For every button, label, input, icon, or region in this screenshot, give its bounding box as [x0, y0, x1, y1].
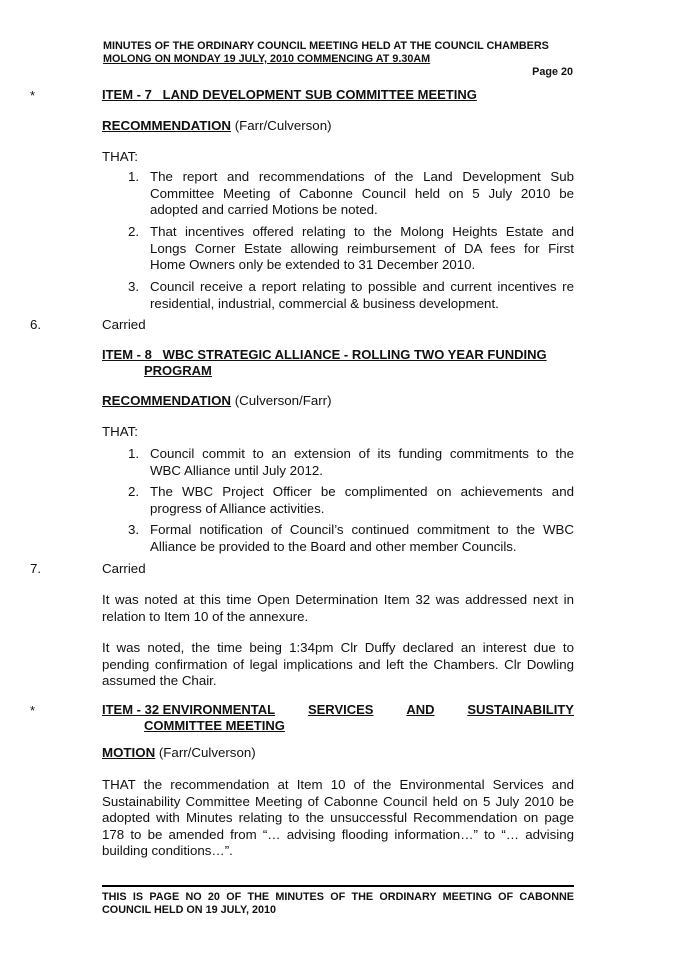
item7-heading: [102, 87, 574, 103]
item8-heading-line-1: ITEM - 8 WBC STRATEGIC ALLIANCE - ROLLING TWO YEAR FUNDING: [102, 347, 547, 362]
text-line: relation to Item 10 of the annexure.: [102, 608, 309, 624]
text-line: It was noted, the time being 1:34pm Clr Duffy declared an interest due to: [102, 640, 574, 655]
item7-recommendation: [102, 118, 332, 133]
item32-heading: [102, 702, 574, 734]
item7-rec-movers: (Farr/Culverson): [231, 118, 332, 133]
item32-heading-line-2: COMMITTEE MEETING: [144, 718, 285, 733]
item7-resolution-number: 6.: [30, 317, 42, 332]
text-line: 178 to be amended from “… advising flooding information…” to “… advising: [102, 826, 574, 842]
item8-recommendation: [102, 393, 332, 408]
page-number: Page 20: [532, 66, 573, 78]
note-paragraph-1: [102, 592, 574, 625]
text-line: Sustainability Committee Meeting of Cabonne Council held on 5 July 2010 be: [102, 793, 574, 809]
text-line: adopted and carried Motions be noted.: [150, 202, 378, 217]
list-item-number: 1.: [128, 446, 140, 461]
item8-rec-label: RECOMMENDATION: [102, 393, 232, 408]
item32-heading-line-2-wrap: [102, 718, 574, 734]
item8-resolution-number: 7.: [30, 561, 42, 576]
text-line: That incentives offered relating to the Molong Heights Estate and: [150, 224, 574, 239]
header-line-2: MOLONG ON MONDAY 19 JULY, 2010 COMMENCING AT 9.30AM: [103, 53, 431, 65]
text-line: Longs Corner Estate allowing reimbursement of DA fees for First: [150, 240, 574, 256]
text-line: Committee Meeting of Cabonne Council held on 5 July 2010 be: [150, 185, 574, 201]
footer-line-2: COUNCIL HELD ON 19 JULY, 2010: [102, 904, 277, 916]
footer-line-1: THIS IS PAGE NO 20 OF THE MINUTES OF THE ORDINARY MEETING OF CABONNE: [102, 891, 574, 903]
list-item-text: [150, 279, 574, 312]
list-item-text: [150, 446, 574, 479]
item8-heading-line-2-wrap: [102, 363, 574, 379]
text-line: It was noted at this time Open Determination Item 32 was addressed next in: [102, 592, 574, 607]
heading-word: SERVICES: [307, 702, 374, 717]
item7-marker: *: [30, 88, 36, 103]
text-line: building conditions…”.: [102, 843, 233, 858]
list-item-number: 3.: [128, 279, 140, 294]
item32-heading-line-1: [102, 702, 574, 718]
item7-heading-text: ITEM - 7 LAND DEVELOPMENT SUB COMMITTEE MEETING: [102, 87, 477, 102]
text-line: WBC Alliance until July 2012.: [150, 462, 323, 478]
footer-divider: [102, 885, 574, 887]
text-line: Home Owners only be extended to 31 December 2010.: [150, 257, 476, 272]
item32-motion-movers: (Farr/Culverson): [155, 745, 256, 760]
item8-rec-movers: (Culverson/Farr): [231, 393, 332, 408]
text-line: assumed the Chair.: [102, 673, 217, 688]
text-line: THAT the recommendation at Item 10 of the Environmental Services and: [102, 777, 574, 792]
page-header: [103, 40, 573, 66]
text-line: The report and recommendations of the Land Development Sub: [150, 169, 574, 184]
item32-marker: *: [30, 703, 36, 718]
item8-heading: [102, 347, 574, 379]
page-footer: [102, 891, 574, 917]
list-item-text: [150, 224, 574, 274]
text-line: adopted with Minutes relating to the unsuccessful Recommendation on page: [102, 810, 574, 825]
text-line: Council receive a report relating to possible and current incentives re: [150, 279, 574, 294]
list-item-number: 3.: [128, 522, 140, 537]
item32-motion-text: [102, 777, 574, 860]
item7-rec-label: RECOMMENDATION: [102, 118, 232, 133]
heading-word: SUSTAINABILITY: [467, 702, 574, 717]
text-line: pending confirmation of legal implications and left the Chambers. Clr Dowling: [102, 656, 574, 672]
text-line: progress of Alliance activities.: [150, 500, 325, 516]
text-line: Alliance be provided to the Board and other member Councils.: [150, 538, 517, 554]
note-paragraph-2: [102, 640, 574, 690]
list-item-text: [150, 484, 574, 517]
list-item-number: 2.: [128, 484, 140, 499]
list-item-number: 1.: [128, 169, 140, 184]
item7-that: THAT:: [102, 149, 138, 164]
list-item-text: [150, 169, 574, 219]
text-line: Council commit to an extension of its funding commitments to the: [150, 446, 574, 461]
list-item-number: 2.: [128, 224, 140, 239]
item7-result: Carried: [102, 317, 146, 332]
header-line-1: MINUTES OF THE ORDINARY COUNCIL MEETING HELD AT THE COUNCIL CHAMBERS: [103, 40, 549, 52]
list-item-text: [150, 522, 574, 555]
item8-heading-line-2: PROGRAM: [144, 363, 212, 378]
heading-word: ITEM - 32 ENVIRONMENTAL: [102, 702, 276, 717]
heading-word: AND: [406, 702, 435, 717]
item32-motion: [102, 745, 256, 760]
item8-that: THAT:: [102, 424, 138, 439]
item8-result: Carried: [102, 561, 146, 576]
text-line: Formal notification of Council’s continued commitment to the WBC: [150, 522, 574, 537]
text-line: residential, industrial, commercial & business development.: [150, 295, 499, 311]
item32-motion-label: MOTION: [102, 745, 156, 760]
text-line: The WBC Project Officer be complimented on achievements and: [150, 484, 574, 499]
